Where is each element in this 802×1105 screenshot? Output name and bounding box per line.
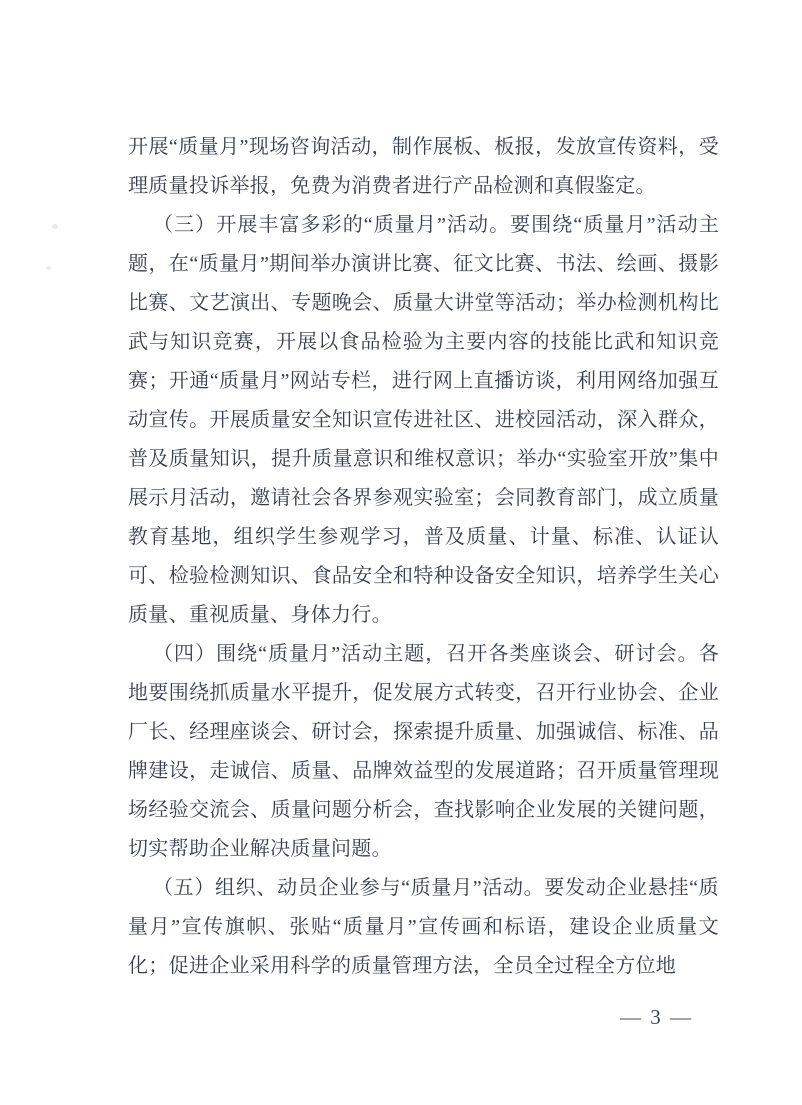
page-number: — 3 — [620, 1005, 693, 1029]
paragraph-item-5: （五）组织、动员企业参与“质量月”活动。要发动企业悬挂“质量月”宣传旗帜、张贴“质量月”宣传画和标语，建设企业质量文化；促进企业采用科学的质量管理方法，全员全过程全方位地 [128, 877, 719, 977]
scan-artifact-speck [52, 224, 58, 229]
scan-artifact-speck [46, 266, 51, 270]
paragraph-continuation: 开展“质量月”现场咨询活动，制作展板、板报，发放宣传资料，受理质量投诉举报，免费为消费者进行产品检测和真假鉴定。 [128, 136, 719, 197]
document-body [128, 128, 719, 986]
paragraph-item-3: （三）开展丰富多彩的“质量月”活动。要围绕“质量月”活动主题，在“质量月”期间举办演讲比赛、征文比赛、书法、绘画、摄影比赛、文艺演出、专题晚会、质量大讲堂等活动；举办检测机构比武与知识竞赛，开展以食品检验为主要内容的技能比武和知识竞赛；开通“质量月”网站专栏，进行网上直播访谈，利用网络加强互动宣传。开展质量安全知识宣传进社区、进校园活动，深入群众，普及质量知识，提升质量意识和维权意识；举办“实验室开放”集中展示月活动，邀请社会各界参观实验室；会同教育部门，成立质量教育基地，组织学生参观学习，普及质量、计量、标准、认证认可、检验检测知识、食品安全和特种设备安全知识，培养学生关心质量、重视质量、身体力行。 [128, 214, 719, 626]
paragraph-item-4: （四）围绕“质量月”活动主题，召开各类座谈会、研讨会。各地要围绕抓质量水平提升，促发展方式转变，召开行业协会、企业厂长、经理座谈会、研讨会，探索提升质量、加强诚信、标准、品牌建设，走诚信、质量、品牌效益型的发展道路；召开质量管理现场经验交流会、质量问题分析会，查找影响企业发展的关键问题，切实帮助企业解决质量问题。 [128, 643, 719, 860]
